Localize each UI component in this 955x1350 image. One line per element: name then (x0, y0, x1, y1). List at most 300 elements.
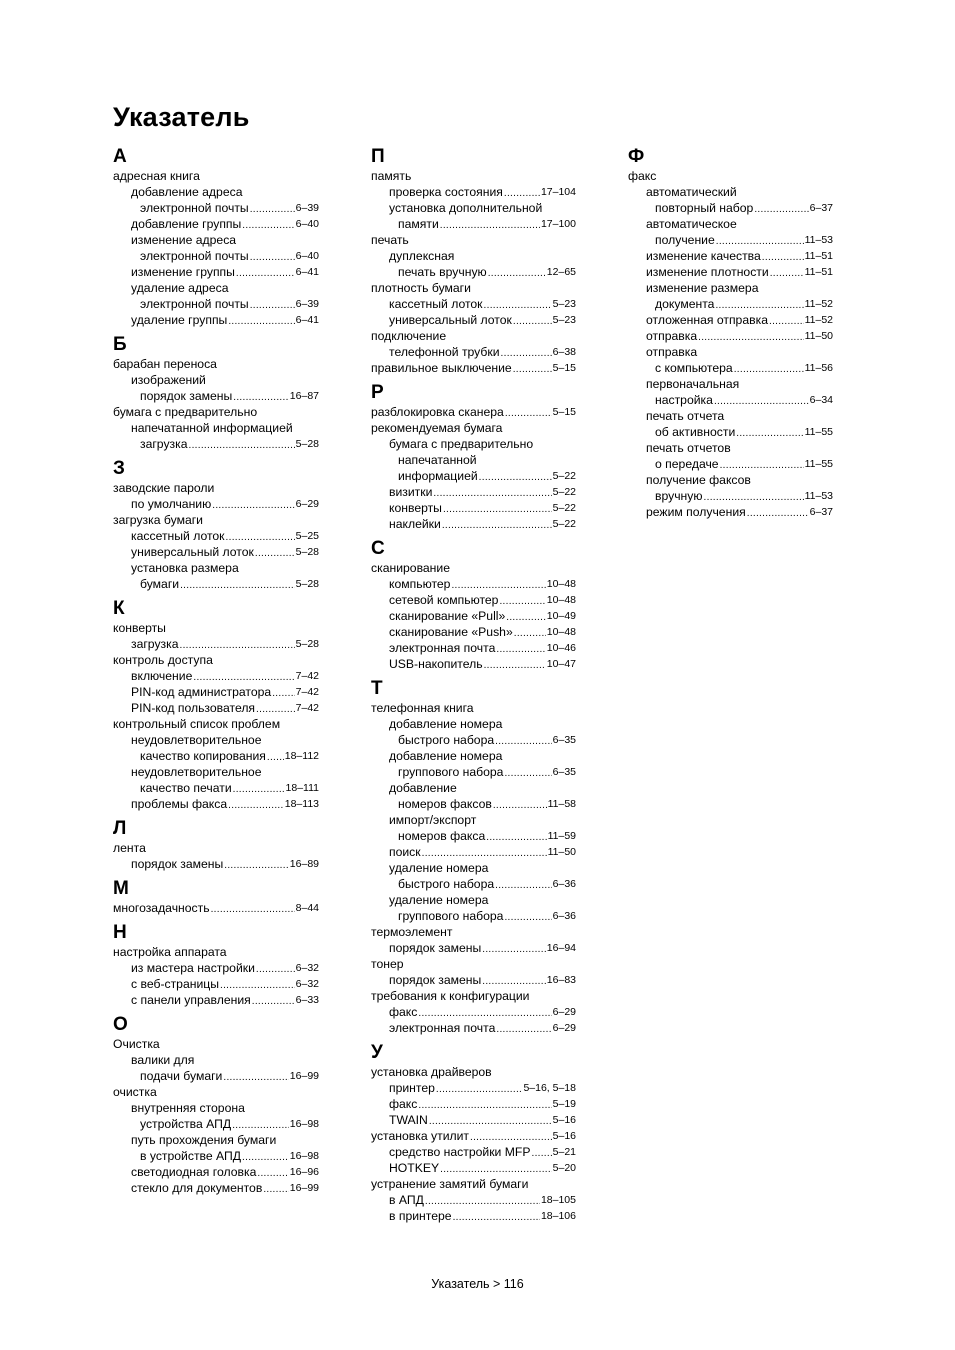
page-reference-link[interactable]: 11–53 (804, 490, 833, 502)
page-reference-link[interactable]: 6–36 (552, 878, 576, 890)
index-entry[interactable] (113, 976, 319, 992)
index-entry[interactable] (628, 200, 833, 216)
entry-term: памяти (398, 217, 439, 231)
page-reference-link[interactable]: 11–51 (804, 250, 833, 262)
index-entry[interactable] (113, 1164, 319, 1180)
entry-term: TWAIN (389, 1113, 428, 1127)
section-letter: А (113, 146, 127, 167)
page-reference-link[interactable]: 10–48 (546, 626, 576, 638)
index-entry[interactable] (371, 844, 576, 860)
index-entry[interactable] (113, 1068, 319, 1084)
page-reference-link[interactable]: 6–41 (295, 266, 319, 278)
index-entry[interactable] (113, 1148, 319, 1164)
index-entry (628, 344, 833, 360)
index-entry[interactable] (371, 184, 576, 200)
page-reference-link[interactable]: 11–52 (804, 298, 833, 310)
index-entry[interactable] (371, 796, 576, 812)
page-reference-link[interactable]: 16–98 (289, 1150, 319, 1162)
dot-leader (506, 611, 546, 624)
index-entry[interactable] (113, 544, 319, 560)
page-reference-link[interactable]: 11–52 (804, 314, 833, 326)
dot-leader (418, 1099, 551, 1112)
index-entry (371, 436, 576, 452)
page-reference-link[interactable]: 16–96 (289, 1166, 319, 1178)
index-column-3 (628, 146, 833, 520)
entry-term: автоматический (646, 185, 737, 199)
entry-term: в устройстве АПД (140, 1149, 242, 1163)
entry-term: факс (628, 169, 657, 183)
page-reference-link[interactable]: 5–23 (552, 298, 576, 310)
index-entry (371, 956, 576, 972)
entry-term: заводские пароли (113, 481, 215, 495)
index-entry[interactable] (371, 640, 576, 656)
index-entry[interactable] (628, 328, 833, 344)
index-entry[interactable] (371, 1112, 576, 1128)
page-reference-link[interactable]: 6–40 (295, 218, 319, 230)
entry-term: PIN-код администратора (131, 685, 272, 699)
entry-term: установка дополнительной (389, 201, 543, 215)
entry-term: изменение группы (131, 265, 235, 279)
entry-term: поиск (389, 845, 421, 859)
dot-leader (272, 687, 294, 700)
index-entry[interactable] (113, 1180, 319, 1196)
page-reference-link[interactable]: 7–42 (295, 702, 319, 714)
index-entry[interactable] (371, 468, 576, 484)
page-reference-link[interactable]: 6–35 (552, 734, 576, 746)
index-entry[interactable] (113, 1116, 319, 1132)
index-entry[interactable] (113, 528, 319, 544)
entry-term: компьютер (389, 577, 451, 591)
dot-leader (504, 911, 551, 924)
index-entry[interactable] (371, 576, 576, 592)
index-entry[interactable] (628, 248, 833, 264)
page-reference-link[interactable]: 11–55 (804, 426, 833, 438)
page-reference-link[interactable]: 16–94 (546, 942, 576, 954)
index-entry (113, 764, 319, 780)
index-entry (371, 780, 576, 796)
page-reference-link[interactable]: 5–16, 5–18 (523, 1082, 576, 1094)
index-entry[interactable] (628, 232, 833, 248)
index-entry[interactable] (113, 796, 319, 812)
index-entry[interactable] (371, 764, 576, 780)
index-entry[interactable] (113, 700, 319, 716)
entry-term: порядок замены (140, 389, 233, 403)
index-entry[interactable] (628, 392, 833, 408)
page-reference-link[interactable]: 11–58 (547, 798, 576, 810)
entry-term: визитки (389, 485, 433, 499)
index-entry[interactable] (371, 484, 576, 500)
index-entry[interactable] (371, 1192, 576, 1208)
index-entry[interactable] (113, 900, 319, 916)
entry-term: сетевой компьютер (389, 593, 499, 607)
dot-leader (762, 251, 804, 264)
index-entry[interactable] (371, 1020, 576, 1036)
page-reference-link[interactable]: 18–112 (284, 750, 319, 762)
entry-term: об активности (655, 425, 736, 439)
index-entry[interactable] (371, 732, 576, 748)
page-reference-link[interactable]: 7–42 (295, 686, 319, 698)
page-reference-link[interactable]: 16–99 (289, 1070, 319, 1082)
entry-term: вручную (655, 489, 703, 503)
page-reference-link[interactable]: 18–105 (540, 1194, 576, 1206)
index-entry[interactable] (371, 1004, 576, 1020)
entry-term: правильное выключение (371, 361, 512, 375)
page-reference-link[interactable]: 16–87 (289, 390, 319, 402)
page-reference-link[interactable]: 11–56 (804, 362, 833, 374)
index-entry[interactable] (371, 264, 576, 280)
entry-term: рекомендуемая бумага (371, 421, 503, 435)
page-reference-link[interactable]: 5–15 (552, 362, 576, 374)
page-reference-link[interactable]: 5–28 (295, 438, 319, 450)
index-entry[interactable] (371, 624, 576, 640)
entry-term: режим получения (646, 505, 746, 519)
index-entry[interactable] (113, 636, 319, 652)
dot-leader (504, 187, 540, 200)
dot-leader (236, 267, 295, 280)
entry-term: установка утилит (371, 1129, 470, 1143)
index-entry[interactable] (628, 360, 833, 376)
entry-term: добавление адреса (131, 185, 243, 199)
entry-term: светодиодная головка (131, 1165, 257, 1179)
index-entry (371, 748, 576, 764)
dot-leader (496, 1023, 551, 1036)
index-entry[interactable] (371, 940, 576, 956)
index-entry[interactable] (371, 296, 576, 312)
dot-leader (734, 363, 804, 376)
entry-term: качество копирования (140, 749, 266, 763)
entry-term: лента (113, 841, 146, 855)
entry-term: документа (655, 297, 715, 311)
page-reference-link[interactable]: 10–48 (546, 594, 576, 606)
index-entry[interactable] (113, 960, 319, 976)
page-reference-link[interactable]: 6–38 (552, 346, 576, 358)
index-entry (113, 716, 319, 732)
page-reference-link[interactable]: 17–104 (540, 186, 576, 198)
entry-term: бумаги (140, 577, 180, 591)
index-entry[interactable] (113, 992, 319, 1008)
dot-leader (482, 943, 546, 956)
section-letter: У (371, 1042, 383, 1063)
index-column-2 (371, 146, 576, 1224)
index-entry (113, 944, 319, 960)
index-entry[interactable] (371, 1208, 576, 1224)
entry-term: о передаче (655, 457, 719, 471)
page-reference-link[interactable]: 18–106 (540, 1210, 576, 1222)
entry-term: загрузка (131, 637, 179, 651)
index-entry (113, 652, 319, 668)
entry-term: средство настройки MFP (389, 1145, 531, 1159)
dot-leader (505, 407, 552, 420)
index-entry (371, 560, 576, 576)
entry-term: добавление номера (389, 717, 503, 731)
index-entry[interactable] (113, 248, 319, 264)
page-reference-link[interactable]: 18–111 (285, 782, 319, 794)
page-reference-link[interactable]: 5–21 (552, 1146, 576, 1158)
dot-leader (504, 767, 551, 780)
page-reference-link[interactable]: 7–42 (295, 670, 319, 682)
page-reference-link[interactable]: 5–23 (552, 314, 576, 326)
entry-term: сканирование (371, 561, 450, 575)
page-reference-link[interactable]: 6–36 (552, 910, 576, 922)
index-section (371, 538, 576, 672)
page-footer: Указатель > 116 (431, 1277, 524, 1291)
page-reference-link[interactable]: 11–51 (804, 266, 833, 278)
index-entry (113, 840, 319, 856)
dot-leader (250, 251, 295, 264)
index-entry[interactable] (371, 876, 576, 892)
index-entry[interactable] (628, 488, 833, 504)
entry-term: сканирование «Push» (389, 625, 513, 639)
index-entry[interactable] (113, 780, 319, 796)
entry-term: установка драйверов (371, 1065, 492, 1079)
dot-leader (418, 1007, 551, 1020)
entry-term: подачи бумаги (140, 1069, 223, 1083)
dot-leader (770, 267, 804, 280)
dot-leader (180, 579, 295, 592)
page-reference-link[interactable]: 18–113 (284, 798, 319, 810)
index-section (113, 818, 319, 872)
entry-term: автоматическое (646, 217, 737, 231)
index-entry[interactable] (628, 312, 833, 328)
page-reference-link[interactable]: 16–89 (289, 858, 319, 870)
index-entry[interactable] (113, 496, 319, 512)
dot-leader (715, 299, 803, 312)
index-entry[interactable] (371, 1128, 576, 1144)
index-entry (371, 168, 576, 184)
index-entry[interactable] (628, 424, 833, 440)
entry-term: кассетный лоток (131, 529, 225, 543)
entry-term: загрузка бумаги (113, 513, 203, 527)
entry-term: электронной почты (140, 249, 249, 263)
index-entry[interactable] (371, 908, 576, 924)
index-entry[interactable] (371, 592, 576, 608)
index-entry[interactable] (371, 500, 576, 516)
page-reference-link[interactable]: 11–55 (804, 458, 833, 470)
page-reference-link[interactable]: 5–22 (552, 486, 576, 498)
section-letter: Б (113, 334, 127, 355)
page-reference-link[interactable]: 11–53 (804, 234, 833, 246)
index-entry[interactable] (371, 216, 576, 232)
entry-term: печать (371, 233, 409, 247)
entry-term: удаление адреса (131, 281, 229, 295)
entry-term: номеров факса (398, 829, 486, 843)
index-entry[interactable] (628, 264, 833, 280)
page-reference-link[interactable]: 5–22 (552, 518, 576, 530)
dot-leader (250, 203, 295, 216)
index-entry (113, 560, 319, 576)
page-reference-link[interactable]: 5–28 (295, 578, 319, 590)
page-reference-link[interactable]: 10–48 (546, 578, 576, 590)
dot-leader (453, 1211, 540, 1224)
page-reference-link[interactable]: 5–28 (295, 638, 319, 650)
section-letter: Т (371, 678, 383, 699)
page-reference-link[interactable]: 6–29 (295, 498, 319, 510)
page-reference-link[interactable]: 5–16 (552, 1130, 576, 1142)
index-entry[interactable] (371, 344, 576, 360)
entry-term: тонер (371, 957, 404, 971)
page-reference-link[interactable]: 16–98 (289, 1118, 319, 1130)
entry-term: адресная книга (113, 169, 200, 183)
index-entry (371, 812, 576, 828)
page-reference-link[interactable]: 5–28 (295, 546, 319, 558)
page-reference-link[interactable]: 5–20 (552, 1162, 576, 1174)
entry-term: электронной почты (140, 297, 249, 311)
index-entry[interactable] (371, 656, 576, 672)
entry-term: требования к конфигурации (371, 989, 530, 1003)
page-reference-link[interactable]: 6–39 (295, 298, 319, 310)
index-entry[interactable] (113, 576, 319, 592)
index-entry[interactable] (113, 200, 319, 216)
entry-term: удаление группы (131, 313, 228, 327)
index-section (371, 1042, 576, 1224)
index-entry[interactable] (371, 1144, 576, 1160)
entry-term: универсальный лоток (131, 545, 254, 559)
index-entry (371, 328, 576, 344)
index-entry (371, 452, 576, 468)
dot-leader (495, 879, 552, 892)
page-reference-link[interactable]: 6–37 (809, 202, 833, 214)
page-reference-link[interactable]: 5–19 (552, 1098, 576, 1110)
dot-leader (754, 203, 808, 216)
dot-leader (484, 299, 552, 312)
page-reference-link[interactable]: 6–34 (809, 394, 833, 406)
page-reference-link[interactable]: 16–99 (289, 1182, 319, 1194)
index-entry (371, 248, 576, 264)
page-reference-link[interactable]: 10–46 (546, 642, 576, 654)
dot-leader (256, 963, 295, 976)
index-entry (113, 1100, 319, 1116)
index-entry[interactable] (628, 456, 833, 472)
dot-leader (769, 315, 804, 328)
dot-leader (720, 459, 804, 472)
page-reference-link[interactable]: 6–32 (295, 962, 319, 974)
page-reference-link[interactable]: 11–50 (547, 846, 576, 858)
index-entry[interactable] (113, 684, 319, 700)
index-entry (113, 512, 319, 528)
dot-leader (496, 643, 545, 656)
page-reference-link[interactable]: 5–16 (552, 1114, 576, 1126)
entry-term: бумага с предварительно (389, 437, 534, 451)
index-entry[interactable] (371, 404, 576, 420)
entry-term: загрузка (140, 437, 188, 451)
entry-term: быстрого набора (398, 877, 495, 891)
page-reference-link[interactable]: 5–22 (552, 470, 576, 482)
page-reference-link[interactable]: 6–33 (295, 994, 319, 1006)
dot-leader (501, 347, 552, 360)
index-entry (371, 860, 576, 876)
index-entry (371, 420, 576, 436)
index-entry[interactable] (371, 828, 576, 844)
entry-term: телефонная книга (371, 701, 474, 715)
dot-leader (513, 363, 552, 376)
page-reference-link[interactable]: 16–83 (546, 974, 576, 986)
index-entry[interactable] (371, 360, 576, 376)
index-entry[interactable] (628, 296, 833, 312)
page-reference-link[interactable]: 5–22 (552, 502, 576, 514)
index-entry (371, 716, 576, 732)
entry-term: импорт/экспорт (389, 813, 477, 827)
index-entry[interactable] (113, 856, 319, 872)
entry-term: стекло для документов (131, 1181, 263, 1195)
page-reference-link[interactable]: 6–29 (552, 1022, 576, 1034)
entry-term: удаление номера (389, 893, 489, 907)
index-entry[interactable] (113, 264, 319, 280)
index-section (113, 922, 319, 1008)
entry-term: с компьютера (655, 361, 733, 375)
page-reference-link[interactable]: 8–44 (295, 902, 319, 914)
dot-leader (224, 859, 289, 872)
dot-leader (256, 703, 295, 716)
page-reference-link[interactable]: 6–37 (809, 506, 833, 518)
dot-leader (233, 783, 285, 796)
page-reference-link[interactable]: 6–39 (295, 202, 319, 214)
entry-term: порядок замены (131, 857, 224, 871)
entry-term: неудовлетворительное (131, 765, 262, 779)
dot-leader (263, 1183, 288, 1196)
dot-leader (514, 627, 546, 640)
entry-term: изменение адреса (131, 233, 237, 247)
index-entry[interactable] (113, 216, 319, 232)
entry-term: устранение замятий бумаги (371, 1177, 529, 1191)
entry-term: телефонной трубки (389, 345, 500, 359)
index-entry[interactable] (371, 1080, 576, 1096)
index-entry (113, 1084, 319, 1100)
page-reference-link[interactable]: 10–49 (546, 610, 576, 622)
page-reference-link[interactable]: 6–40 (295, 250, 319, 262)
page-reference-link[interactable]: 10–47 (546, 658, 576, 670)
entry-term: HOTKEY (389, 1161, 440, 1175)
entry-term: напечатанной информацией (131, 421, 293, 435)
index-entry[interactable] (371, 608, 576, 624)
entry-term: информацией (398, 469, 478, 483)
page-title: Указатель (113, 102, 250, 132)
index-entry[interactable] (371, 1096, 576, 1112)
page-reference-link[interactable]: 6–32 (295, 978, 319, 990)
index-entry[interactable] (113, 668, 319, 684)
entry-term: получение (655, 233, 715, 247)
dot-leader (470, 1131, 552, 1144)
page-reference-link[interactable]: 5–15 (552, 406, 576, 418)
index-entry[interactable] (113, 748, 319, 764)
index-entry[interactable] (113, 312, 319, 328)
page-reference-link[interactable]: 11–50 (804, 330, 833, 342)
index-entry[interactable] (371, 312, 576, 328)
page-reference-link[interactable]: 6–29 (552, 1006, 576, 1018)
index-entry (371, 1064, 576, 1080)
index-entry[interactable] (371, 972, 576, 988)
index-entry[interactable] (113, 388, 319, 404)
dot-leader (255, 547, 295, 560)
index-entry[interactable] (628, 504, 833, 520)
section-letter: К (113, 598, 125, 619)
entry-term: устройства АПД (140, 1117, 232, 1131)
index-entry[interactable] (113, 436, 319, 452)
page-reference-link[interactable]: 17–100 (540, 218, 576, 230)
index-entry[interactable] (113, 296, 319, 312)
section-letter: П (371, 146, 385, 167)
entry-term: удаление номера (389, 861, 489, 875)
page-reference-link[interactable]: 6–35 (552, 766, 576, 778)
page-reference-link[interactable]: 12–65 (546, 266, 576, 278)
index-entry (628, 376, 833, 392)
index-entry[interactable] (371, 516, 576, 532)
entry-term: изменение плотности (646, 265, 769, 279)
page-reference-link[interactable]: 5–25 (295, 530, 319, 542)
page-reference-link[interactable]: 6–41 (295, 314, 319, 326)
index-entry[interactable] (371, 1160, 576, 1176)
page-reference-link[interactable]: 11–59 (547, 830, 576, 842)
entry-term: электронной почты (140, 201, 249, 215)
